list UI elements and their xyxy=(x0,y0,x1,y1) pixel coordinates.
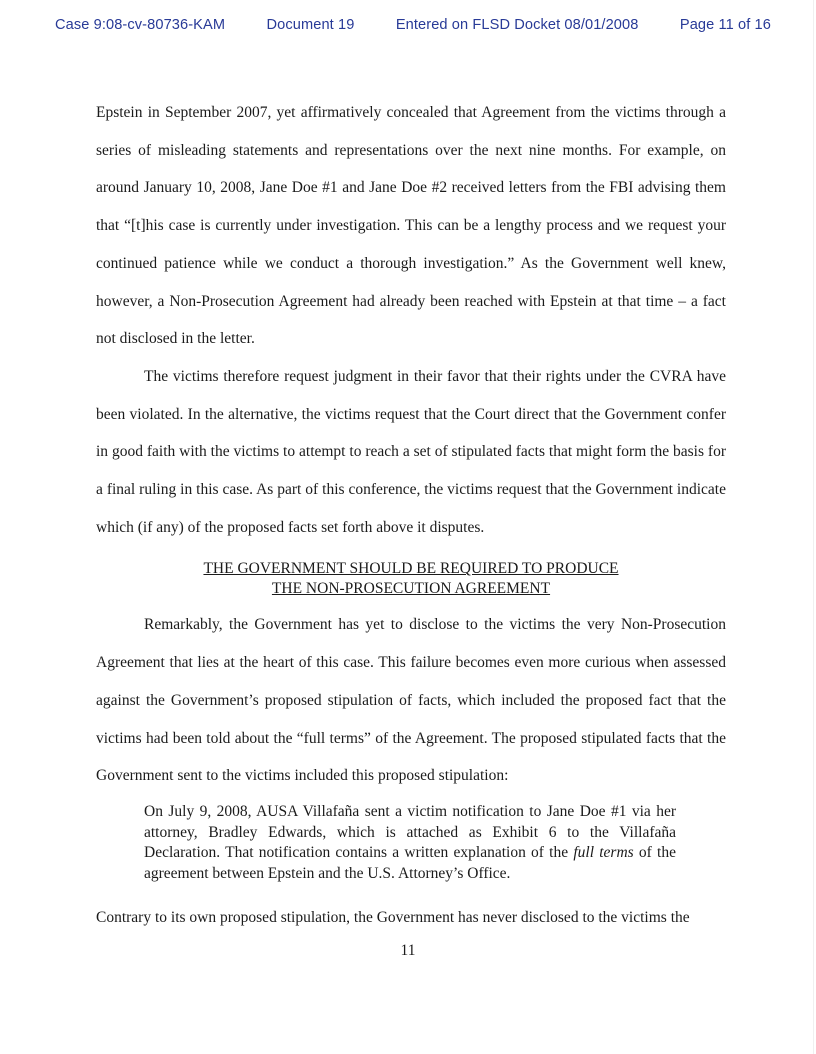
body-paragraph-remarkably: Remarkably, the Government has yet to disclose to the victims the very Non-Prosecution Agreement that lies at the heart of this case. This failure becomes even more curious when assessed against the Government’s proposed stipulation of facts, which included the proposed fact that the victims had been told about the “full terms” of the Agreement. The proposed stipulated facts that the Government sent to the victims included this proposed stipulation: xyxy=(96,616,726,785)
body-paragraph-request-judgment: The victims therefore request judgment in their favor that their rights under the CVRA have been violated. In the alternative, the victims request that the Court direct that the Government confer in good faith with the victims to attempt to reach a set of stipulated facts that might form the basis for a final ruling in this case. As part of this conference, the victims request that the Government indicate which (if any) of the proposed facts set forth above it disputes. xyxy=(96,367,726,536)
section-heading-line-2: THE NON-PROSECUTION AGREEMENT xyxy=(271,580,551,598)
blockquote-text-post: of the agreement between Epstein and the U.S. Attorney’s Office. xyxy=(144,844,676,882)
section-heading xyxy=(96,559,726,599)
body-paragraph-continuation: Epstein in September 2007, yet affirmatively concealed that Agreement from the victims through a series of misleading statements and representations over the next nine months. For example, on around January 10, 2008, Jane Doe #1 and Jane Doe #2 received letters from the FBI advising them that “[t]his case is currently under investigation. This can be a lengthy process and we request your continued patience while we conduct a thorough investigation.” As the Government well knew, however, a Non-Prosecution Agreement had already been reached with Epstein at that time – a fact not disclosed in the letter. xyxy=(96,104,726,348)
blockquote-text-pre: On July 9, 2008, AUSA Villafaña sent a victim notification to Jane Doe #1 via her attorney, Bradley Edwards, which is attached as Exhibit 6 to the Villafaña Declaration. That notification contains a written explanation of the xyxy=(144,802,676,862)
document-number: Document 19 xyxy=(266,17,355,33)
page-indicator: Page 11 of 16 xyxy=(679,17,771,33)
docket-entry-stamp: Entered on FLSD Docket 08/01/2008 xyxy=(395,17,639,33)
body-paragraph-closing: Contrary to its own proposed stipulation, the Government has never disclosed to the victims the xyxy=(96,909,690,927)
docket-header xyxy=(55,17,771,33)
document-body xyxy=(96,94,726,937)
page-number: 11 xyxy=(400,942,416,959)
case-number: Case 9:08-cv-80736-KAM xyxy=(55,17,226,33)
scan-edge-artifact xyxy=(813,0,814,1054)
blockquote-italic-phrase: full terms xyxy=(573,844,634,862)
stipulation-blockquote xyxy=(144,802,676,884)
section-heading-line-1: THE GOVERNMENT SHOULD BE REQUIRED TO PRODUCE xyxy=(203,560,619,578)
